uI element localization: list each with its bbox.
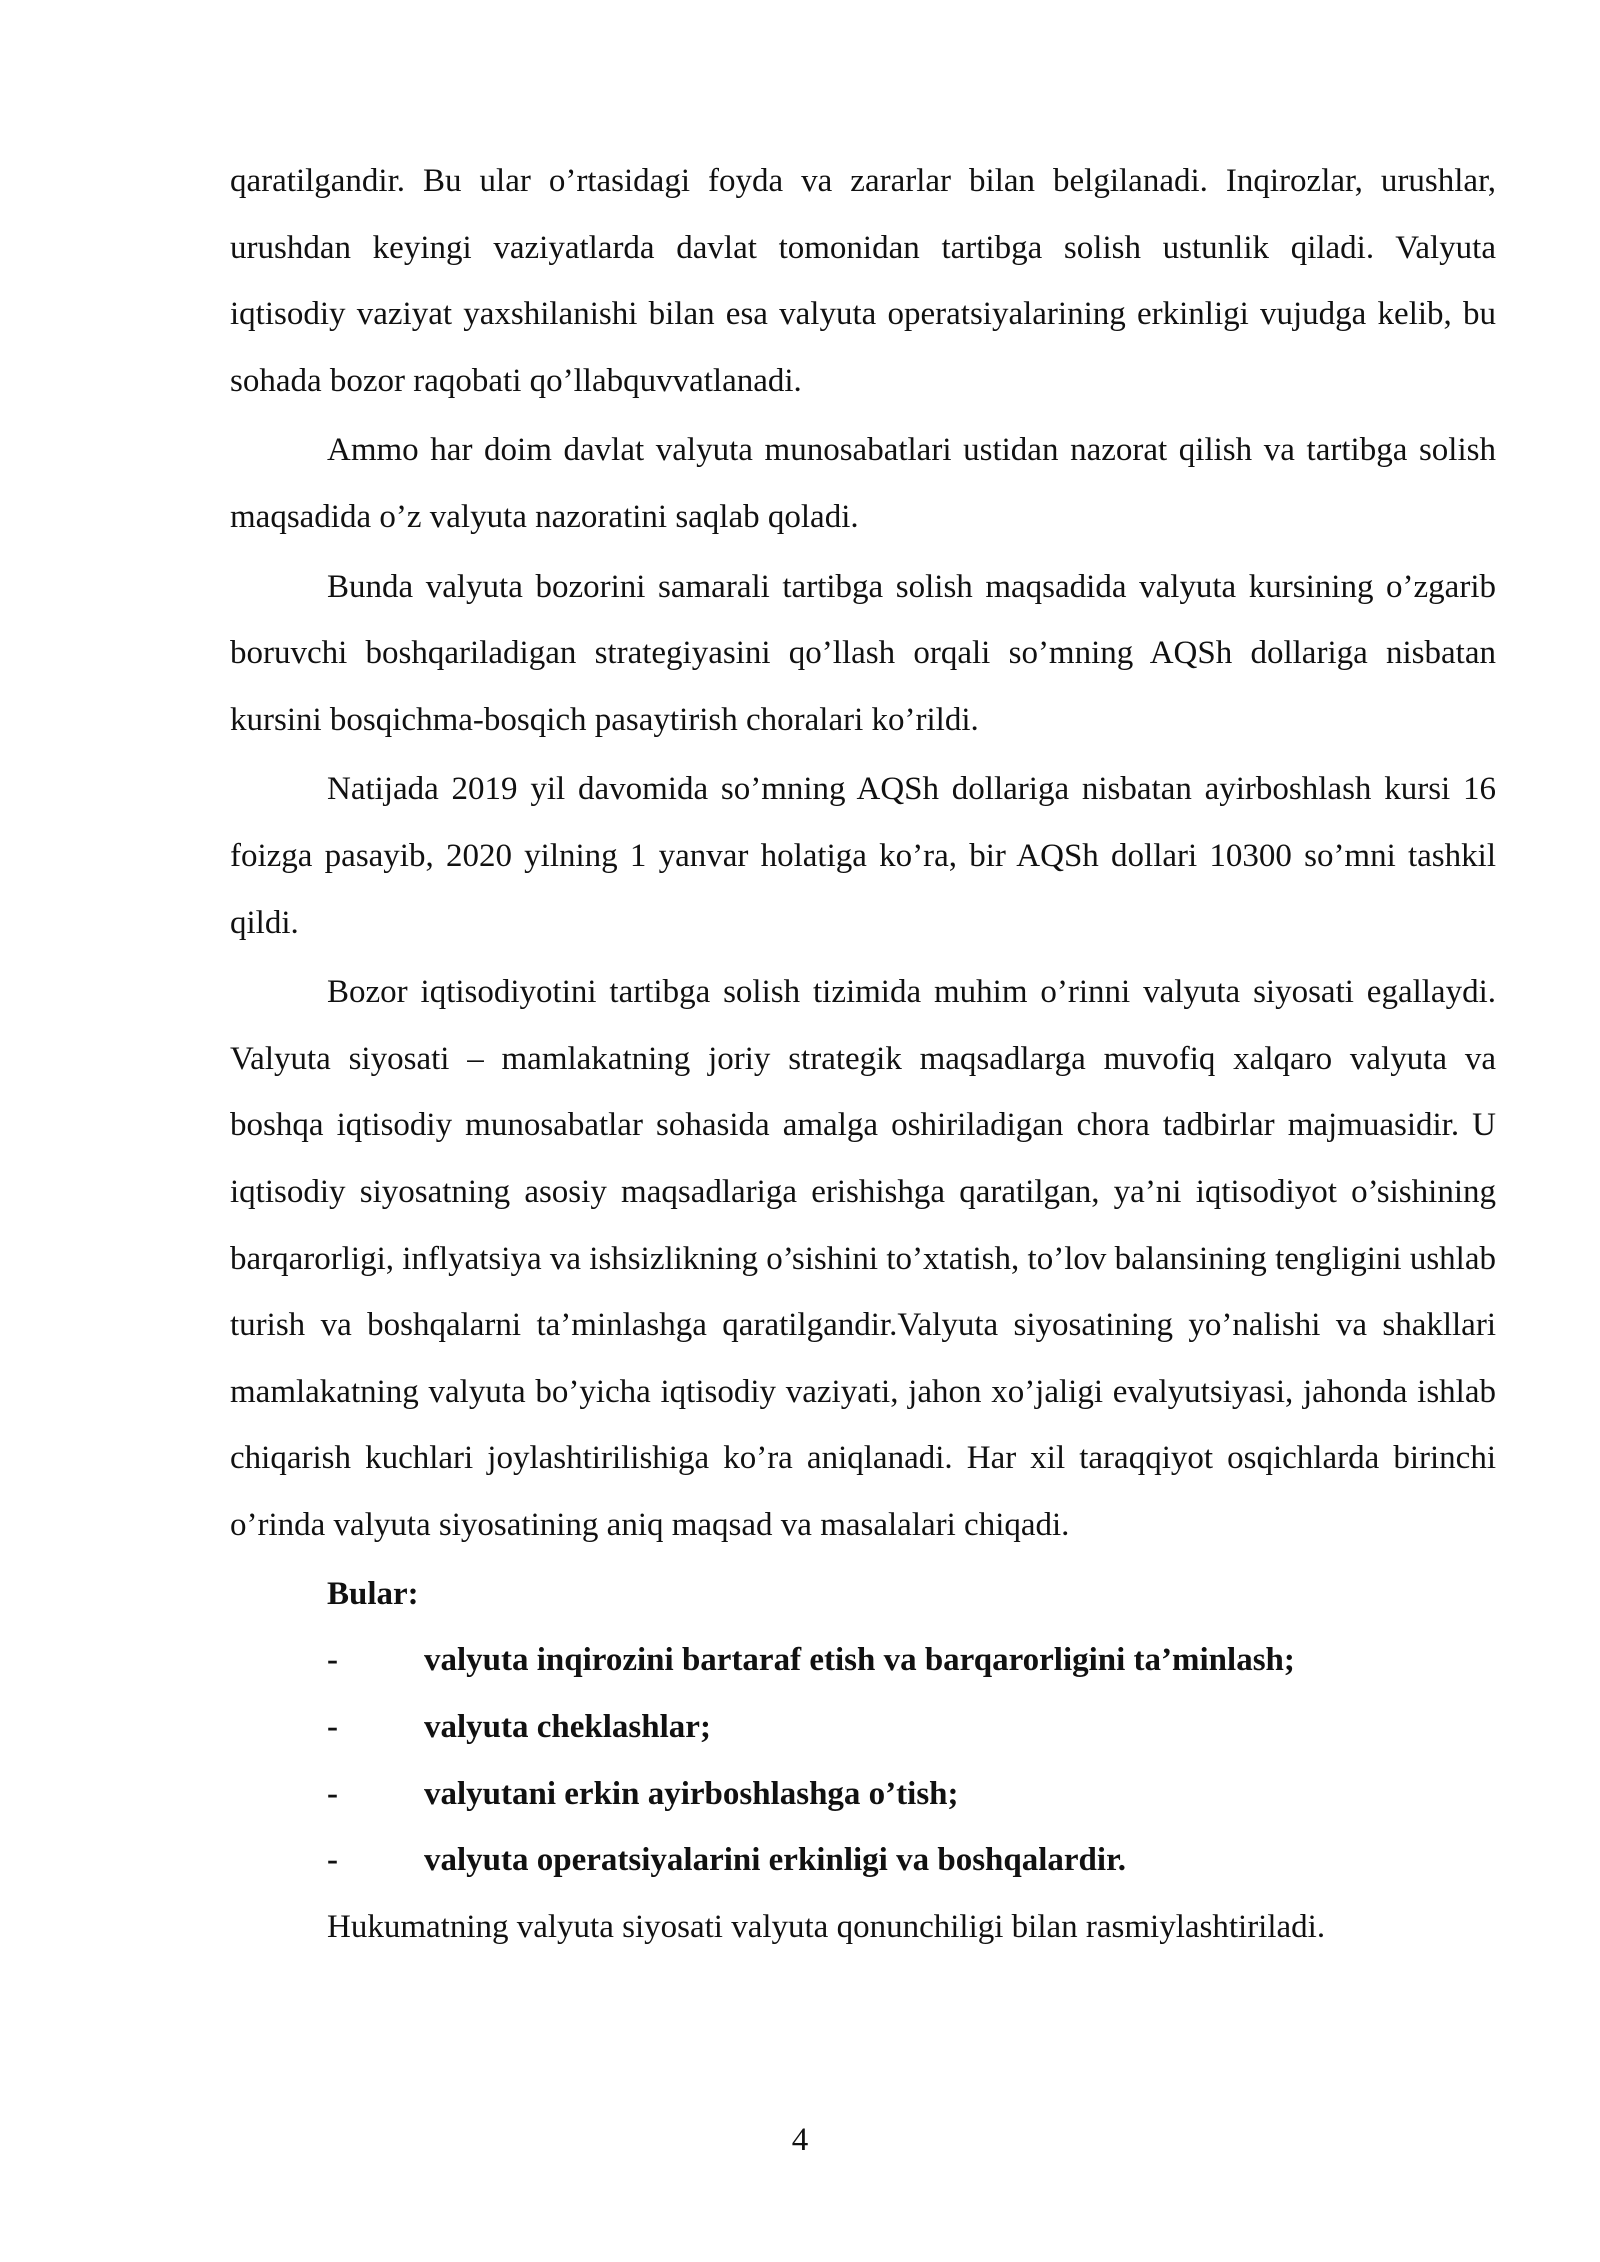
- list-item-text: valyuta cheklashlar;: [424, 1709, 711, 1746]
- list-item-text: valyutani erkin ayirboshlashga o’tish;: [424, 1775, 959, 1812]
- list-heading: Bular:: [327, 1576, 419, 1613]
- closing-sentence: Hukumatning valyuta siyosati valyuta qonunchiligi bilan rasmiylashtiriladi.: [327, 1908, 1326, 1945]
- list-marker: -: [327, 1642, 338, 1679]
- list-marker: -: [327, 1709, 338, 1746]
- paragraph: Ammo har doim davlat valyuta munosabatlari ustidan nazorat qilish va tartibga solish maqsadida o’z valyuta nazoratini saqlab qoladi.: [230, 432, 1496, 535]
- paragraph: Bunda valyuta bozorini samarali tartibga solish maqsadida valyuta kursining o’zgarib boruvchi boshqariladigan strategiyasini qo’llash orqali so’mning AQSh dollariga nisbatan kursini bosqichma-bosqich pasaytirish choralari ko’rildi.: [230, 568, 1496, 738]
- list-item: [230, 1627, 1496, 1694]
- list-marker: -: [327, 1842, 338, 1879]
- paragraph-continuation: qaratilgandir. Bu ular o’rtasidagi foyda va zararlar bilan belgilanadi. Inqirozlar, urushlar, urushdan keyingi vaziyatlarda davlat tomonidan tartibga solish ustunlik qiladi. Valyuta iqtisodiy vaziyat yaxshilanishi bilan esa valyuta operatsiyalarining erkinligi vujudga kelib, bu sohada bozor raqobati qo’llabquvvatlanadi.: [230, 163, 1496, 399]
- page-number: 4: [791, 2122, 809, 2158]
- list-item: [230, 1827, 1496, 1894]
- list-item-text: valyuta inqirozini bartaraf etish va barqarorligini ta’minlash;: [424, 1642, 1295, 1679]
- page-body: [230, 148, 1496, 1960]
- list-item: [230, 1761, 1496, 1828]
- list-marker: -: [327, 1775, 338, 1812]
- bullet-list: [230, 1627, 1496, 1893]
- list-item: [230, 1694, 1496, 1761]
- list-item-text: valyuta operatsiyalarini erkinligi va boshqalardir.: [424, 1842, 1126, 1879]
- paragraph: Natijada 2019 yil davomida so’mning AQSh dollariga nisbatan ayirboshlash kursi 16 foizga pasayib, 2020 yilning 1 yanvar holatiga ko’ra, bir AQSh dollari 10300 so’mni tashkil qildi.: [230, 771, 1496, 941]
- paragraph: Bozor iqtisodiyotini tartibga solish tizimida muhim o’rinni valyuta siyosati egallaydi. Valyuta siyosati – mamlakatning joriy strategik maqsadlarga muvofiq xalqaro valyuta va boshqa iqtisodiy munosabatlar sohasida amalga oshiriladigan chora tadbirlar majmuasidir. U iqtisodiy siyosatning asosiy maqsadlariga erishishga qaratilgan, ya’ni iqtisodiyot o’sishining barqarorligi, inflyatsiya va ishsizlikning o’sishini to’xtatish, to’lov balansining tengligini ushlab turish va boshqalarni ta’minlashga qaratilgandir.Valyuta siyosatining yo’nalishi va shakllari mamlakatning valyuta bo’yicha iqtisodiy vaziyati, jahon xo’jaligi evalyutsiyasi, jahonda ishlab chiqarish kuchlari joylashtirilishiga ko’ra aniqlanadi. Har xil taraqqiyot osqichlarda birinchi o’rinda valyuta siyosatining aniq maqsad va masalalari chiqadi.: [230, 974, 1496, 1543]
